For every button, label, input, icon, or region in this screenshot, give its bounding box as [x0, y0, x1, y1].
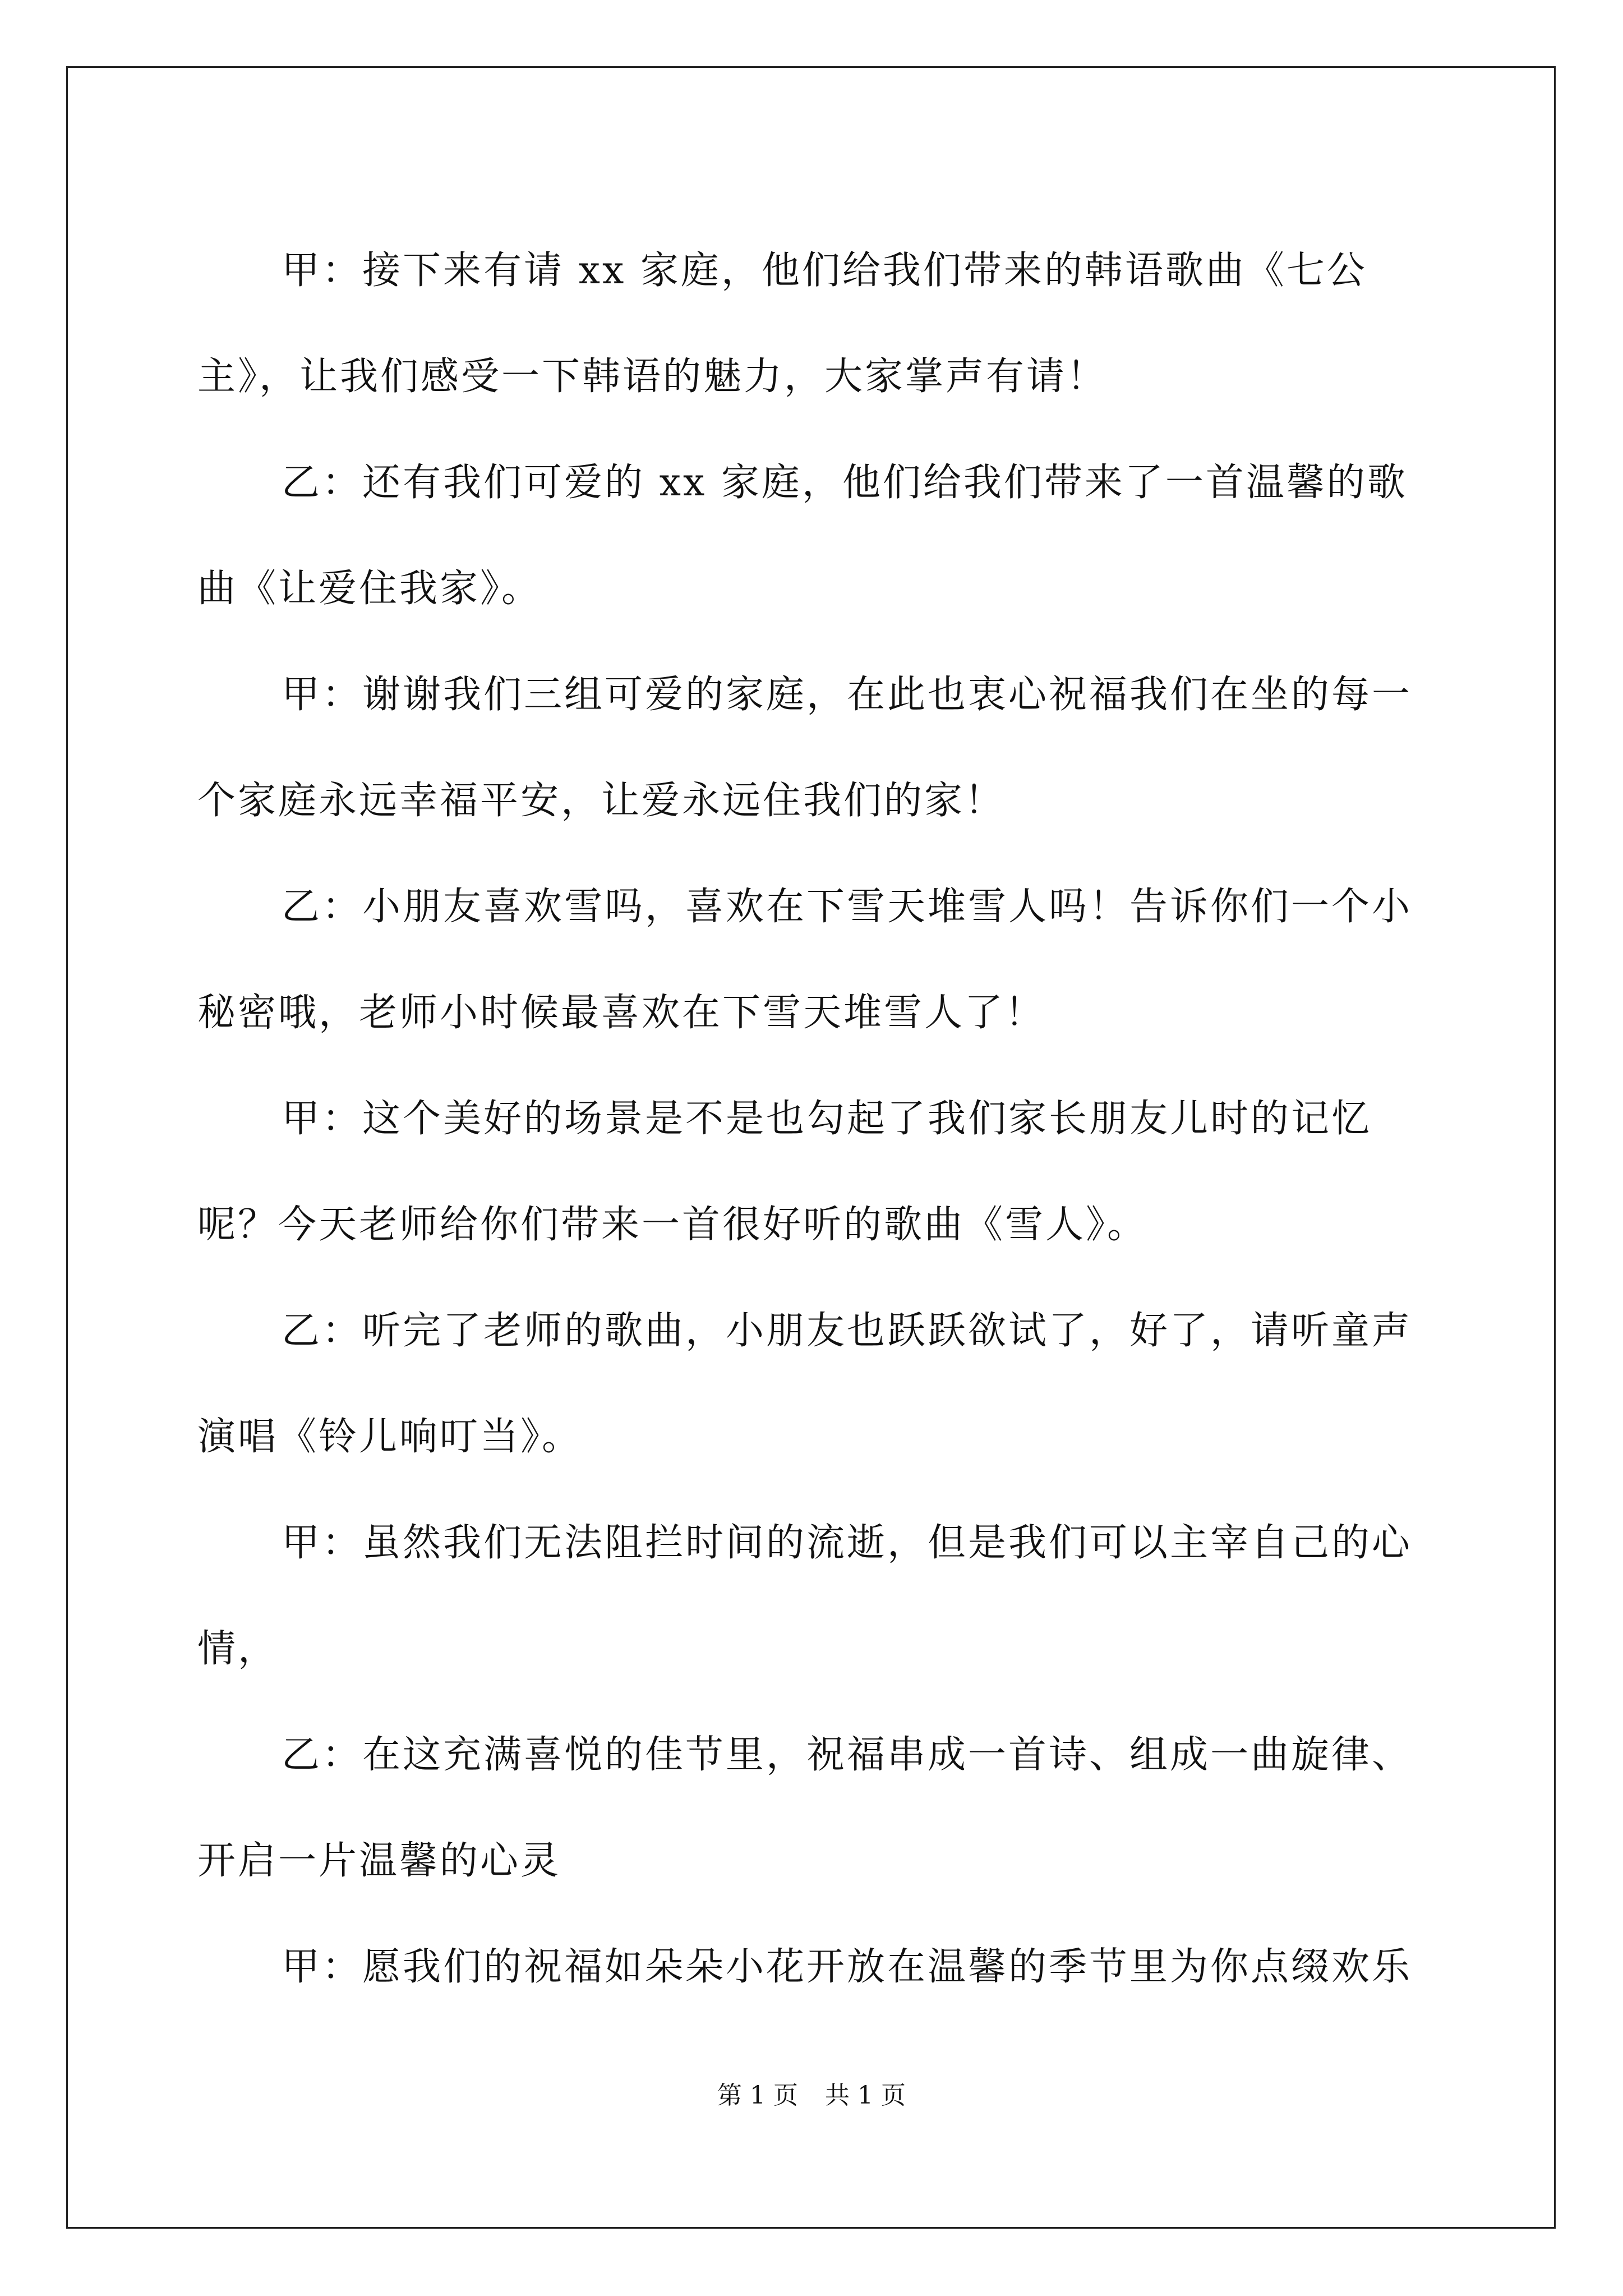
- paragraph: 甲：这个美好的场景是不是也勾起了我们家长朋友儿时的记忆呢？今天老师给你们带来一首很好听的歌曲《雪人》。: [197, 1097, 1372, 1247]
- paragraph: 乙：还有我们可爱的 xx 家庭，他们给我们带来了一首温馨的歌曲《让爱住我家》。: [197, 461, 1408, 611]
- paragraph: 乙：在这充满喜悦的佳节里，祝福串成一首诗、组成一曲旋律、开启一片温馨的心灵: [197, 1733, 1413, 1883]
- page-total: 共 1 页: [825, 2081, 906, 2110]
- paragraph: 甲：接下来有请 xx 家庭，他们给我们带来的韩语歌曲《七公主》，让我们感受一下韩语的魅力，大家掌声有请！: [197, 249, 1367, 399]
- paragraph: 甲：虽然我们无法阻拦时间的流逝，但是我们可以主宰自己的心情，: [197, 1521, 1413, 1671]
- paragraph: 乙：小朋友喜欢雪吗，喜欢在下雪天堆雪人吗！告诉你们一个小秘密哦，老师小时候最喜欢在下雪天堆雪人了！: [197, 885, 1413, 1035]
- paragraph: 甲：谢谢我们三组可爱的家庭，在此也衷心祝福我们在坐的每一个家庭永远幸福平安，让爱永远住我们的家！: [197, 673, 1413, 823]
- page-footer: [0, 2079, 1623, 2113]
- page-number: 第 1 页: [717, 2081, 798, 2110]
- paragraph: 甲：愿我们的祝福如朵朵小花开放在温馨的季节里为你点缀欢乐: [282, 1945, 1413, 1989]
- paragraph: 乙：听完了老师的歌曲，小朋友也跃跃欲试了，好了，请听童声演唱《铃儿响叮当》。: [197, 1309, 1413, 1459]
- document-body: [197, 218, 1437, 2020]
